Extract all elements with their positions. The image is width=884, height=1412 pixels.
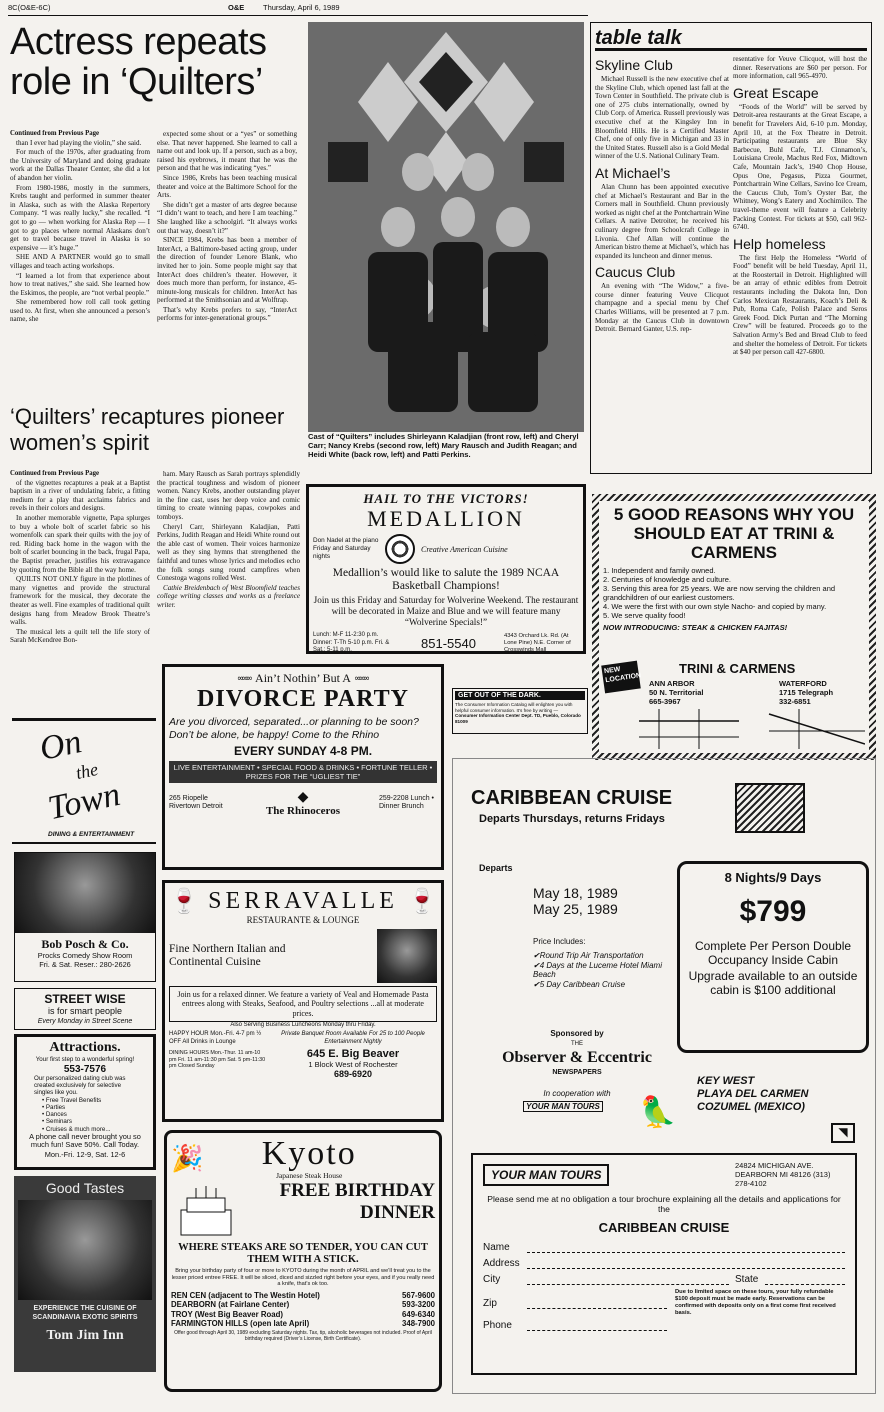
continued-label: Continued from Previous Page <box>10 470 100 477</box>
cruise-sub: Departs Thursdays, returns Fridays <box>479 813 665 825</box>
streetwise-ad <box>14 988 156 1030</box>
divorce-ad <box>162 664 444 870</box>
chain-icon: ∞∞∞ <box>237 673 252 684</box>
divorce-every: EVERY SUNDAY 4-8 PM. <box>233 744 373 758</box>
loc1-name: ANN ARBOR <box>649 679 695 688</box>
hail-text: HAIL TO THE VICTORS! <box>363 491 529 506</box>
name-label: Name <box>483 1241 510 1253</box>
form-address: 24824 MICHIGAN AVE. DEARBORN MI 48126 (313) 278-4102 <box>735 1161 831 1188</box>
loc2-phone: 332-6851 <box>779 697 811 706</box>
fold-corner-icon: ◥ <box>831 1123 855 1143</box>
paragraph: She remembered how roll call took getting used to. At first, when she announced a person’s name, she <box>10 298 150 324</box>
paragraph: SHE AND A PARTNER would go to small villages and teach acting workshops. <box>10 253 150 270</box>
comedian-photo <box>15 853 155 933</box>
trini-title: 5 GOOD REASONS WHY YOU SHOULD EAT AT TRINI & CARMENS <box>613 505 855 562</box>
cruise-ad <box>452 758 876 1394</box>
kyoto-sub: Japanese Steak House <box>276 1171 343 1180</box>
paragraph: She didn’t get a master of arts degree because “I didn’t want to teach, and here I am teaching.” She laughed like a schoolgirl. “It always works out that way, doesn’t it?” <box>157 200 297 235</box>
city-label: City <box>483 1273 501 1285</box>
serravalle-addr2: 1 Block West of Rochester <box>308 1060 398 1070</box>
goodtastes-title: Good Tastes <box>45 1180 125 1196</box>
kyoto-loc-phone: 348-7900 <box>402 1319 435 1328</box>
medallion-addr: 4343 Orchard Lk. Rd. (At Lone Pine) N.E. Corner of Crosswinds Mall <box>503 632 571 653</box>
paragraph: than I ever had playing the violin,” she said. <box>16 138 142 147</box>
rhino-icon: ◆ <box>297 789 309 805</box>
party-hat-icon: 🎉 <box>171 1143 204 1174</box>
homeless-text: The first Help the Homeless “World of Food” benefit will be held Tuesday, April 11, at the Roostertail in Detroit. Highlighted will be an array of ethnic edibles from Detroit restaurants including the Dakota Inn, Don Carlos Mexican Restaurants, Koach’s Deli & Pub, Roma Cafe, Polish Palace and Seros Greek Food. Dick Purtan and “The Morning Crew” will be featured. Proceeds go to the Salvation Army’s Bed and Bread Club to feed and shelter the homeless of Detroit. For tickets at $40 per person call 427-6800. <box>733 253 867 357</box>
paragraph: The musical lets a quilt tell the life story of Sarah McKendree Bon- <box>10 627 150 645</box>
attractions-phone: 553-7576 <box>63 1063 107 1075</box>
streetwise-title: STREET WISE <box>44 992 126 1006</box>
paragraph: expected some shout or a “yes” or something else. That never happened. She learned to call a name out and look up. If a person, such as a boy, raised his eyebrows, it meant that he was the person and that he was indicating “yes.” <box>157 130 297 173</box>
phone-field[interactable] <box>527 1319 667 1331</box>
serravalle-body: Join us for a relaxed dinner. We feature a variety of Veal and Homemade Pasta entrees along with Steaks, Seafood, and Poultry selections ...all at moderate prices. <box>169 986 437 1022</box>
chain-icon: ∞∞∞ <box>354 673 369 684</box>
nights-text: 8 Nights/9 Days <box>724 870 822 885</box>
location-map-icon <box>639 709 865 749</box>
paragraph: QUILTS NOT ONLY figure in the plotlines of many vignettes and provide the structural framework for the musical, they decorate the theater as well. Fine examples of traditional quilt designs hang from Meadow Brook Theatre’s walls. <box>10 575 150 627</box>
caucus-text-cont: resentative for Veuve Clicquot, will host the dinner. Reservations are $60 per person. For more information, call 965-4970. <box>733 55 867 81</box>
divorce-body: Are you divorced, separated...or planning to be soon? Don’t be alone, be happy! Come to the Rhino <box>169 716 419 741</box>
page-number: 8C(O&E-6C) <box>8 4 51 12</box>
zip-label: Zip <box>483 1297 497 1309</box>
new-location-badge: NEW LOCATION <box>601 661 641 694</box>
paragraph: Since 1986, Krebs has been teaching musical theater and voice at the Baltimore School for the Arts. <box>157 173 297 200</box>
medallion-salute: Medallion’s would like to salute the 1989 NCAA Basketball Champions! <box>332 567 560 592</box>
attractions-line1: Your first step to a wonderful spring! <box>35 1056 135 1063</box>
departs-label: Departs <box>479 863 513 873</box>
kyoto-loc: FARMINGTON HILLS (open late April) <box>171 1319 310 1328</box>
kyoto-name: Kyoto <box>261 1135 357 1172</box>
quilt-backdrop-icon <box>308 22 584 432</box>
quilters-col-1 <box>10 130 150 410</box>
quilters-col-2 <box>157 130 297 415</box>
on-text: On <box>36 723 85 768</box>
homeless-head: Help homeless <box>733 235 826 252</box>
rhino-addr: 265 Riopelle Rivertown Detroit <box>169 794 223 810</box>
wine-glasses-icon: 🍷 <box>407 887 437 915</box>
paragraph: In another memorable vignette, Papa splurges to buy a whole bolt of scarlet fabric so his womenfolk can spark their quilts with the joy of red. Riding back home in the wagon with the bolt of scarlet bouncing in the back, frugal Papa, the Baptist preacher, justifies his extravagance by quoting from the Bible all the way home. <box>10 513 150 574</box>
town-text: Town <box>44 775 124 828</box>
michaels-head: At Michael’s <box>595 164 671 181</box>
caucus-head: Caucus Club <box>595 264 676 281</box>
photo-caption: Cast of “Quilters” includes Shirleyann Kaladjian (front row, left) and Cheryl Carr; Nancy Krebs (second row, left) Mary Rausch and Judith Reagan; and Heidi White (back row, left) and Patti Perkins. <box>308 432 579 460</box>
pioneer-col-1 <box>10 470 150 710</box>
name-field[interactable] <box>527 1241 845 1253</box>
attractions-ad <box>14 1034 156 1170</box>
form-note: Due to limited space on these tours, your fully refundable $100 deposit must be made early. Reservations can be confirmed with deposits only on a first come first received basis. <box>675 1289 836 1316</box>
kyoto-fine: Bring your birthday party of four or more to KYOTO during the month of APRIL and we’ll treat you to the lesser priced entree FREE. It will be sliced, diced and sizzled right before your eyes, and if you really need a knife, that’s ok too. <box>171 1268 435 1288</box>
paper-name: O&E <box>228 4 245 12</box>
rhino-name: The Rhinoceros <box>265 805 341 817</box>
paragraph: For much of the 1970s, after graduating from the University of Maryland and doing graduate work at the Dallas Theater Center, she did a lot of abandon her violin. <box>10 148 150 182</box>
trini-name: TRINI & CARMENS <box>679 661 796 676</box>
kyoto-loc: DEARBORN (at Fairlane Center) <box>171 1300 290 1310</box>
attractions-line2: Our personalized dating club was created exclusively for selective singles like you. <box>34 1074 126 1097</box>
ship-icon <box>735 783 805 833</box>
page-date: Thursday, April 6, 1989 <box>263 4 340 12</box>
kyoto-loc-phone: 567-9600 <box>402 1290 435 1300</box>
medallion-body: Join us this Friday and Saturday for Wolverine Weekend. The restaurant will be decorated in Maize and Blue and we will feature many “Wolverine Specials!” <box>313 595 579 627</box>
address-label: Address <box>483 1257 520 1269</box>
kyoto-loc: REN CEN (adjacent to The Westin Hotel) <box>171 1290 320 1300</box>
serravalle-name: SERRAVALLE <box>208 887 398 914</box>
cuisine-text: Creative American Cuisine <box>421 544 508 554</box>
dest-item: PLAYA DEL CARMEN <box>697 1088 809 1100</box>
kyoto-free: FREE BIRTHDAY DINNER <box>279 1180 435 1223</box>
escape-head: Great Escape <box>733 84 819 101</box>
skyline-text: Michael Russell is the new executive chef at the Skyline Club, which opened last fall at the Town Center in Southfield. The private club is one of 275 clubs internationally, owned by Club Corp. of America. Russell previously was executive chef at the Kingsley Inn in Bloomfield Hills. He is a Certified Master Chef, one of only five in Michigan and 33 in the United States. Russell also is a Gold Medal winner of the U.S. National Culinary Team. <box>595 75 729 161</box>
serravalle-sub: RESTAURANTE & LOUNGE <box>246 915 360 925</box>
parrot-icon: 🦜 <box>639 1095 677 1130</box>
include-item: ✔4 Days at the Luceme Hotel Miami Beach <box>533 960 662 980</box>
goodtastes-body: EXPERIENCE THE CUISINE OF SCANDINAVIA EXOTIC SPIRITS <box>32 1305 138 1321</box>
serravalle-phone: 689-6920 <box>333 1069 373 1080</box>
town-sub: DINING & ENTERTAINMENT <box>48 831 135 838</box>
serravalle-addr: 645 E. Big Beaver <box>306 1048 400 1061</box>
brochure-form <box>471 1153 857 1375</box>
caucus-text: An evening with “The Widow,” a five-course dinner featuring Veuve Clicquot champagne and a special menu by Chef Charles Williams, will be presented at 7 p.m. Monday at the Caucus Club in downtown Detroit. Bernard Ganter, U.S. rep- <box>595 282 729 334</box>
attraction-item: • Parties <box>42 1103 66 1111</box>
kyoto-loc: TROY (West Big Beaver Road) <box>171 1309 283 1319</box>
divorce-top: Ain’t Nothin’ But A <box>255 671 351 685</box>
rhino-phone: 259-2208 Lunch • Dinner Brunch <box>379 794 434 810</box>
medallion-hours: Lunch: M-F 11-2:30 p.m. Dinner: T-Th 5-10 p.m. Fri. & Sat.: 5-11 p.m. <box>313 632 390 653</box>
paragraph: of the vignettes recaptures a peak at a Baptist baptism in a river of undulating fabric, a fitting medium for a play that acclaims fabrics and revels in their colors and designs. <box>10 478 150 513</box>
form-title: CARIBBEAN CRUISE <box>598 1220 730 1235</box>
getout-title: GET OUT OF THE DARK. <box>455 691 585 700</box>
zip-field[interactable] <box>527 1297 667 1309</box>
posch-line1: Procks Comedy Show Room <box>37 951 133 960</box>
paragraph: From 1980-1986, mostly in the summers, Krebs taught and performed in summer theater in Alaska, such as with the Alaska Repertory Company. “I was really lucky,” she recalled. “I got to go — when working for Alaska Rep — I got to go places where normal Alaskans don’t get to travel because travel in Alaska is so expensive — it’s huge.” <box>10 183 150 252</box>
reason-item: 2. Centuries of knowledge and culture. <box>603 575 731 584</box>
state-label: State <box>735 1273 759 1285</box>
escape-text: “Foods of the World” will be served by Detroit-area restaurants at the Great Escape, a benefit for Travelers Aid, 6-10 p.m. Monday, April 10, at the Fox Theatre in Detroit. Participating restaurants are Blue Sky Barbecue, Buhl Cafe, T.J. Cinnamon’s, Louisiana Creole, Machus Red Fox, Midtown Cafe, Mountain Jack’s, 1940 Chop House, Opus One, Pegasus, Pizza Gourmet, Pontchartrain Wine Cellars, Savino Ice Cream, the Caucus Club, Tom’s Oyster Bar, the Whitney, Wong’s Eatery and Xochimilco. The travel-theme event will feature a Celebrity Packing Contest. For tickets at $50, call 962-6740. <box>733 102 867 232</box>
getout-ad <box>452 688 588 734</box>
streetwise-line1: is for smart people <box>47 1006 123 1016</box>
attraction-item: • Dances <box>42 1111 67 1119</box>
price-text: $799 <box>739 895 807 928</box>
continued-label: Continued from Previous Page <box>10 130 100 137</box>
michaels-text: Alan Chunn has been appointed executive chef at Michael’s Restaurant and Bar in the Corners mall in Southfield. Chunn previously worked as night chef at the Pontchartrain Wine Cellars. A native Detroiter, he received his culinary degree from Schoolcraft College in Livonia. Chef Allan will continue the American bistro theme at Michael’s, which has expanded its luncheon and dinner menus. <box>595 182 729 260</box>
skyline-head: Skyline Club <box>595 57 673 73</box>
upgrade-text: Upgrade available to an outside cabin is $100 additional <box>688 969 858 997</box>
attractions-title: Attractions. <box>49 1040 121 1055</box>
serravalle-lunch: Also Serving Business Luncheons Monday thru Friday. <box>230 1022 376 1029</box>
state-field[interactable] <box>765 1273 845 1285</box>
loc1-addr: 50 N. Territorial <box>649 688 704 697</box>
piano-text: Don Nadel at the piano Friday and Saturday nights <box>313 537 379 560</box>
paragraph: That’s why Krebs prefers to say, “InterAct performs for inter-generational groups.” <box>157 305 297 323</box>
cake-illustration-icon <box>171 1180 241 1240</box>
attractions-hours: Mon.-Fri. 12-9, Sat. 12-6 <box>44 1149 126 1159</box>
form-please: Please send me at no obligation a tour brochure explaining all the details and applications for the <box>487 1194 841 1214</box>
serravalle-ad <box>162 880 444 1122</box>
cruise-title: CARIBBEAN CRUISE <box>471 787 673 809</box>
goodtastes-name: Tom Jim Inn <box>46 1328 124 1343</box>
yourman-logo: YOUR MAN TOURS <box>523 1101 603 1112</box>
date-2: May 25, 1989 <box>533 901 618 917</box>
paragraph: “I learned a lot from that experience about how to treat natives,” she said. She learned how the Eskimos, the people, are “not verbal people.” <box>10 271 150 297</box>
price-box <box>677 861 869 1053</box>
medallion-name: MEDALLION <box>367 506 525 531</box>
restaurant-photo <box>18 1200 152 1300</box>
getout-addr: Consumer Information Center Dept. TD, Pueblo, Colorado 81009 <box>455 713 581 724</box>
paragraph: Cheryl Carr, Shirleyann Kaladjian, Patti Perkins, Judith Reagan and Heidi White round out the able cast of women. Their voices harmonize well as they sing hymns that strengthened the faithful and tunes whose lyrics and melodies echo the folk songs sung round campfires when Conestoga wagons rolled West. <box>157 522 300 583</box>
address-field[interactable] <box>527 1257 845 1269</box>
serravalle-tag: Fine Northern Italian and Continental Cuisine <box>169 943 286 968</box>
loc1-phone: 665-3967 <box>649 697 681 706</box>
quilters-headline: Actress repeats role in ‘Quilters’ <box>10 22 267 103</box>
per-person-text: Complete Per Person Double Occupancy Inside Cabin <box>694 939 852 967</box>
paragraph: SINCE 1984, Krebs has been a member of InterAct, a Baltimore-based acting group, under the direction of founder Lenore Blank, who invited her to join. Some people might say that InterAct does children’s theater. However, it does much more than perform, for instance, 45-minute-long musicals for children. InterAct has performed at the Smithsonian and at Wolftrap. <box>157 236 297 305</box>
table-talk-title: table talk <box>595 27 867 51</box>
sponsored-label: Sponsored by <box>550 1029 604 1038</box>
on-the-town-banner <box>12 718 156 844</box>
medallion-logo-icon <box>385 534 415 564</box>
divorce-banner: LIVE ENTERTAINMENT • SPECIAL FOOD & DRINKS • FORTUNE TELLER • PRIZES FOR THE “UGLIEST TIE” <box>169 761 437 783</box>
kyoto-loc-phone: 593-3200 <box>402 1300 435 1310</box>
include-item: ✔Round Trip Air Transportation <box>533 951 644 960</box>
byline: Cathie Breidenbach of West Bloomfield teaches college writing classes and works as a freelance writer. <box>157 583 300 609</box>
posch-ad <box>14 852 156 982</box>
city-field[interactable] <box>527 1273 729 1285</box>
the-text: the <box>74 758 100 784</box>
attraction-item: • Cruises & much more... <box>42 1125 111 1133</box>
table-talk-box <box>590 22 872 474</box>
fajitas-text: NOW INTRODUCING: STEAK & CHICKEN FAJITAS! <box>603 623 788 632</box>
date-1: May 18, 1989 <box>533 885 618 901</box>
attraction-item: • Free Travel Benefits <box>42 1096 102 1104</box>
observer-logo: Observer & Eccentric <box>502 1049 652 1066</box>
newspapers-label: NEWSPAPERS <box>552 1069 602 1076</box>
attractions-line3: A phone call never brought you so much fun! Save 50%. Call Today. <box>29 1131 141 1150</box>
attraction-item: • Seminars <box>42 1118 73 1126</box>
pioneer-headline: ‘Quilters’ recaptures pioneer women’s spirit <box>10 404 285 455</box>
dancers-illustration <box>377 929 437 983</box>
divorce-title: DIVORCE PARTY <box>197 686 409 712</box>
reason-item: 4. We were the first with our own style Nacho- and copied by many. <box>603 602 827 611</box>
dest-item: KEY WEST <box>697 1075 755 1087</box>
loc2-name: WATERFORD <box>779 679 827 688</box>
trini-ad <box>592 494 876 760</box>
wine-glasses-icon: 🍷 <box>169 887 199 915</box>
reason-item: 3. Serving this area for 25 years. We are now serving the children and grandchildren of our earliest customers. <box>603 584 836 602</box>
includes-label: Price Includes: <box>533 937 586 946</box>
serravalle-happy: HAPPY HOUR Mon.-Fri. 4-7 pm ½ OFF All Drinks in Lounge <box>169 1031 262 1045</box>
getout-text: The Consumer Information Catalog will enlighten you with helpful consumer information. It’s free by writing — <box>455 702 573 713</box>
the-label: THE <box>571 1041 583 1047</box>
include-item: ✔5 Day Caribbean Cruise <box>533 979 626 989</box>
reason-item: 5. We serve quality food! <box>603 611 686 620</box>
posch-name: Bob Posch & Co. <box>41 937 129 951</box>
kyoto-where: WHERE STEAKS ARE SO TENDER, YOU CAN CUT THEM WITH A STICK. <box>178 1242 428 1265</box>
paragraph: ham. Mary Rausch as Sarah portrays splendidly the practical toughness and wisdom of pioneer women. Nancy Krebs, another outstanding player in the fine cast, uses her deep voice and comic timing to create winning papas, cowpokes and tomboys. <box>157 470 300 521</box>
dest-item: COZUMEL (MEXICO) <box>697 1101 805 1113</box>
kyoto-offer: Offer good through April 30, 1989 excluding Saturday nights. Tax, tip, alcoholic beverages not included. Proof of April birthday required (Driver’s License, Birth Certificate). <box>174 1330 432 1343</box>
posch-line2: Fri. & Sat. Reser.: 280-2626 <box>39 960 131 969</box>
coop-label: In cooperation with <box>543 1089 611 1098</box>
page-header <box>8 4 588 16</box>
serravalle-dining: DINING HOURS Mon.-Thur. 11 am-10 pm Fri. 11 am-11:30 pm Sat. 5 pm-11:30 pm Closed Sunday <box>169 1050 266 1070</box>
yourman-form-logo: YOUR MAN TOURS <box>483 1164 609 1186</box>
goodtastes-ad <box>14 1176 156 1372</box>
kyoto-ad <box>164 1130 442 1392</box>
streetwise-line2: Every Monday in Street Scene <box>37 1018 133 1025</box>
medallion-phone: 851-5540 <box>421 635 476 651</box>
serravalle-banquet: Private Banquet Room Available For 25 to 100 People Entertainment Nightly <box>281 1031 425 1045</box>
cast-photo <box>308 22 584 432</box>
reason-item: 1. Independent and family owned. <box>603 566 716 575</box>
loc2-addr: 1715 Telegraph <box>779 688 834 697</box>
phone-label: Phone <box>483 1319 512 1331</box>
medallion-ad <box>306 484 586 654</box>
kyoto-loc-phone: 649-6340 <box>402 1309 435 1319</box>
